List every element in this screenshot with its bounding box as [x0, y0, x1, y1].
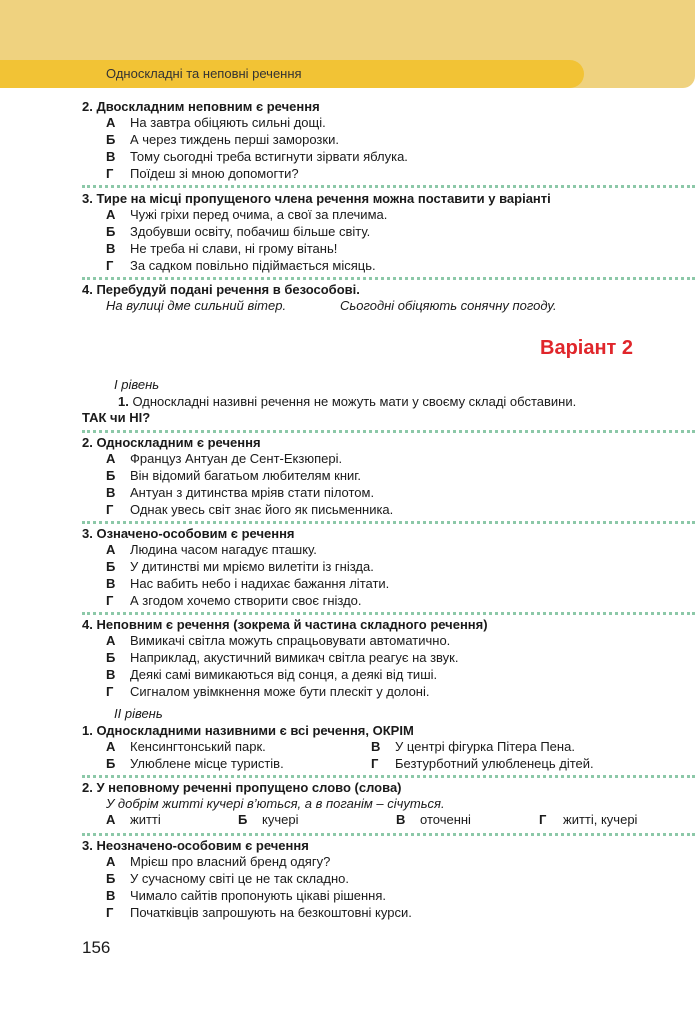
question-text: Односкладні називні речення не можуть мати у своєму складі обставини.: [132, 394, 577, 409]
option-letter: Г: [106, 684, 114, 699]
answer-option[interactable]: [82, 905, 642, 922]
option-letter: В: [396, 812, 406, 827]
option-letter: А: [106, 207, 116, 222]
page-number: 156: [82, 938, 111, 957]
question-l2-1: [82, 723, 642, 773]
option-text: Початківців запрошують на безкоштовні курси.: [130, 905, 412, 920]
answer-option[interactable]: [82, 576, 642, 593]
option-text: Однак увесь світ знає його як письменника.: [130, 502, 394, 517]
answer-option[interactable]: [82, 871, 642, 888]
answer-option[interactable]: [82, 888, 642, 905]
option-letter: Г: [106, 502, 114, 517]
option-text: На завтра обіцяють сильні дощі.: [130, 115, 326, 130]
answer-option[interactable]: [82, 684, 642, 701]
option-text: житті: [130, 812, 161, 827]
option-letter: В: [106, 241, 116, 256]
question-title: 2. Двоскладним неповним є речення: [82, 99, 320, 114]
option-text: Не треба ні слави, ні грому вітань!: [130, 241, 338, 256]
question-top-2: [82, 99, 642, 183]
question-l1-4: [82, 617, 642, 701]
option-text: Деякі самі вимикаються від сонця, а деякі від тиші.: [130, 667, 438, 682]
option-text: Кенсингтонський парк.: [130, 739, 266, 754]
answer-option[interactable]: [82, 258, 642, 275]
answer-option[interactable]: [82, 756, 347, 773]
option-text: А згодом хочемо створити своє гніздо.: [130, 593, 362, 608]
option-text: Чимало сайтів пропонують цікаві рішення.: [130, 888, 387, 903]
option-letter: Г: [371, 756, 379, 771]
question-l1-2: [82, 435, 642, 519]
question-l1-3: [82, 526, 642, 610]
chapter-title: Односкладні та неповні речення: [106, 66, 302, 81]
dotted-separator: [82, 430, 695, 433]
answer-option[interactable]: [82, 650, 642, 667]
answer-prompt: ТАК чи НІ?: [82, 410, 151, 425]
question-title: 3. Неозначено-особовим є речення: [82, 838, 309, 853]
option-text: Улюблене місце туристів.: [130, 756, 284, 771]
answer-option[interactable]: [82, 115, 642, 132]
option-letter: Г: [539, 812, 547, 827]
option-letter: Г: [106, 905, 114, 920]
dotted-separator: [82, 185, 695, 188]
answer-option[interactable]: [82, 559, 642, 576]
option-letter: А: [106, 633, 116, 648]
option-text: Сигналом увімкнення може бути плескіт у долоні.: [130, 684, 430, 699]
option-letter: В: [106, 888, 116, 903]
answer-option[interactable]: [515, 812, 637, 829]
answer-option[interactable]: [214, 812, 298, 829]
option-text: Тому сьогодні треба встигнути зірвати яблука.: [130, 149, 408, 164]
option-letter: Б: [106, 468, 116, 483]
option-letter: В: [371, 739, 381, 754]
question-l1-1: [82, 394, 642, 426]
answer-option[interactable]: [82, 667, 642, 684]
question-l2-2: [82, 780, 642, 829]
option-letter: А: [106, 854, 116, 869]
option-text: Чужі гріхи перед очима, а свої за плечима.: [130, 207, 388, 222]
question-title: 4. Перебудуй подані речення в безособові.: [82, 282, 360, 297]
option-letter: Б: [106, 224, 116, 239]
option-letter: А: [106, 542, 116, 557]
answer-option[interactable]: [82, 593, 642, 610]
option-letter: Б: [106, 756, 116, 771]
answer-option[interactable]: [82, 854, 642, 871]
question-sentence: У добрім житті кучері в’ються, а в поганім – січуться.: [106, 796, 445, 811]
answer-option[interactable]: [82, 224, 642, 241]
question-l2-3: [82, 838, 642, 922]
answer-option[interactable]: [82, 542, 642, 559]
answer-option[interactable]: [372, 812, 471, 829]
option-text: У дитинстві ми мріємо вилетіти із гнізда.: [130, 559, 374, 574]
question-title: 3. Тире на місці пропущеного члена речення можна поставити у варіанті: [82, 191, 551, 206]
answer-option[interactable]: [82, 502, 642, 519]
option-letter: В: [106, 576, 116, 591]
question-title: 2. У неповному реченні пропущено слово (слова): [82, 780, 402, 795]
answer-option[interactable]: [82, 739, 347, 756]
option-letter: Б: [238, 812, 248, 827]
dotted-separator: [82, 612, 695, 615]
option-text: Людина часом нагадує пташку.: [130, 542, 317, 557]
option-letter: Г: [106, 593, 114, 608]
option-text: Антуан з дитинства мріяв стати пілотом.: [130, 485, 375, 500]
answer-option[interactable]: [82, 812, 161, 829]
answer-option[interactable]: [82, 485, 642, 502]
option-text: У центрі фігурка Пітера Пена.: [395, 739, 575, 754]
option-text: Мрієш про власний бренд одягу?: [130, 854, 331, 869]
dotted-separator: [82, 521, 695, 524]
option-text: Француз Антуан де Сент-Екзюпері.: [130, 451, 343, 466]
answer-option[interactable]: [82, 132, 642, 149]
answer-option[interactable]: [82, 633, 642, 650]
question-number: 1.: [118, 394, 129, 409]
variant-title: Варіант 2: [540, 337, 634, 359]
example-sentence-2: Сьогодні обіцяють сонячну погоду.: [340, 298, 557, 313]
option-text: кучері: [262, 812, 299, 827]
dotted-separator: [82, 833, 695, 836]
option-text: Поїдеш зі мною допомогти?: [130, 166, 299, 181]
answer-option[interactable]: [82, 241, 642, 258]
option-text: оточенні: [420, 812, 471, 827]
question-title: 4. Неповним є речення (зокрема й частина складного речення): [82, 617, 488, 632]
option-letter: Г: [106, 258, 114, 273]
answer-option[interactable]: [82, 468, 642, 485]
option-letter: Б: [106, 559, 116, 574]
question-title: 1. Односкладними називними є всі речення, ОКРІМ: [82, 723, 414, 738]
answer-option[interactable]: [347, 739, 607, 756]
option-text: А через тиждень перші заморозки.: [130, 132, 339, 147]
option-letter: В: [106, 485, 116, 500]
option-letter: А: [106, 451, 116, 466]
option-text: Він відомий багатьом любителям книг.: [130, 468, 362, 483]
answer-option[interactable]: [347, 756, 607, 773]
option-letter: Б: [106, 650, 116, 665]
option-letter: В: [106, 149, 116, 164]
option-text: Наприклад, акустичний вимикач світла реагує на звук.: [130, 650, 459, 665]
option-letter: А: [106, 812, 116, 827]
option-letter: А: [106, 739, 116, 754]
question-top-3: [82, 191, 642, 275]
option-letter: А: [106, 115, 116, 130]
example-sentence-1: На вулиці дме сильний вітер.: [106, 298, 287, 313]
question-title: 2. Односкладним є речення: [82, 435, 261, 450]
option-text: За садком повільно підіймається місяць.: [130, 258, 376, 273]
level-label-1: І рівень: [114, 377, 160, 392]
question-top-4: [82, 282, 642, 315]
option-text: житті, кучері: [563, 812, 638, 827]
option-letter: В: [106, 667, 116, 682]
option-letter: Г: [106, 166, 114, 181]
option-letter: Б: [106, 132, 116, 147]
answer-option[interactable]: [82, 149, 642, 166]
question-title: 3. Означено-особовим є речення: [82, 526, 295, 541]
level-label-2: ІІ рівень: [114, 706, 163, 721]
option-text: У сучасному світі це не так складно.: [130, 871, 349, 886]
option-text: Нас вабить небо і надихає бажання літати.: [130, 576, 390, 591]
dotted-separator: [82, 775, 695, 778]
option-text: Вимикачі світла можуть спрацьовувати автоматично.: [130, 633, 451, 648]
option-text: Безтурботний улюбленець дітей.: [395, 756, 594, 771]
answer-option[interactable]: [82, 166, 642, 183]
dotted-separator: [82, 277, 695, 280]
answer-option[interactable]: [82, 207, 642, 224]
option-text: Здобувши освіту, побачиш більше світу.: [130, 224, 371, 239]
answer-option[interactable]: [82, 451, 642, 468]
option-letter: Б: [106, 871, 116, 886]
